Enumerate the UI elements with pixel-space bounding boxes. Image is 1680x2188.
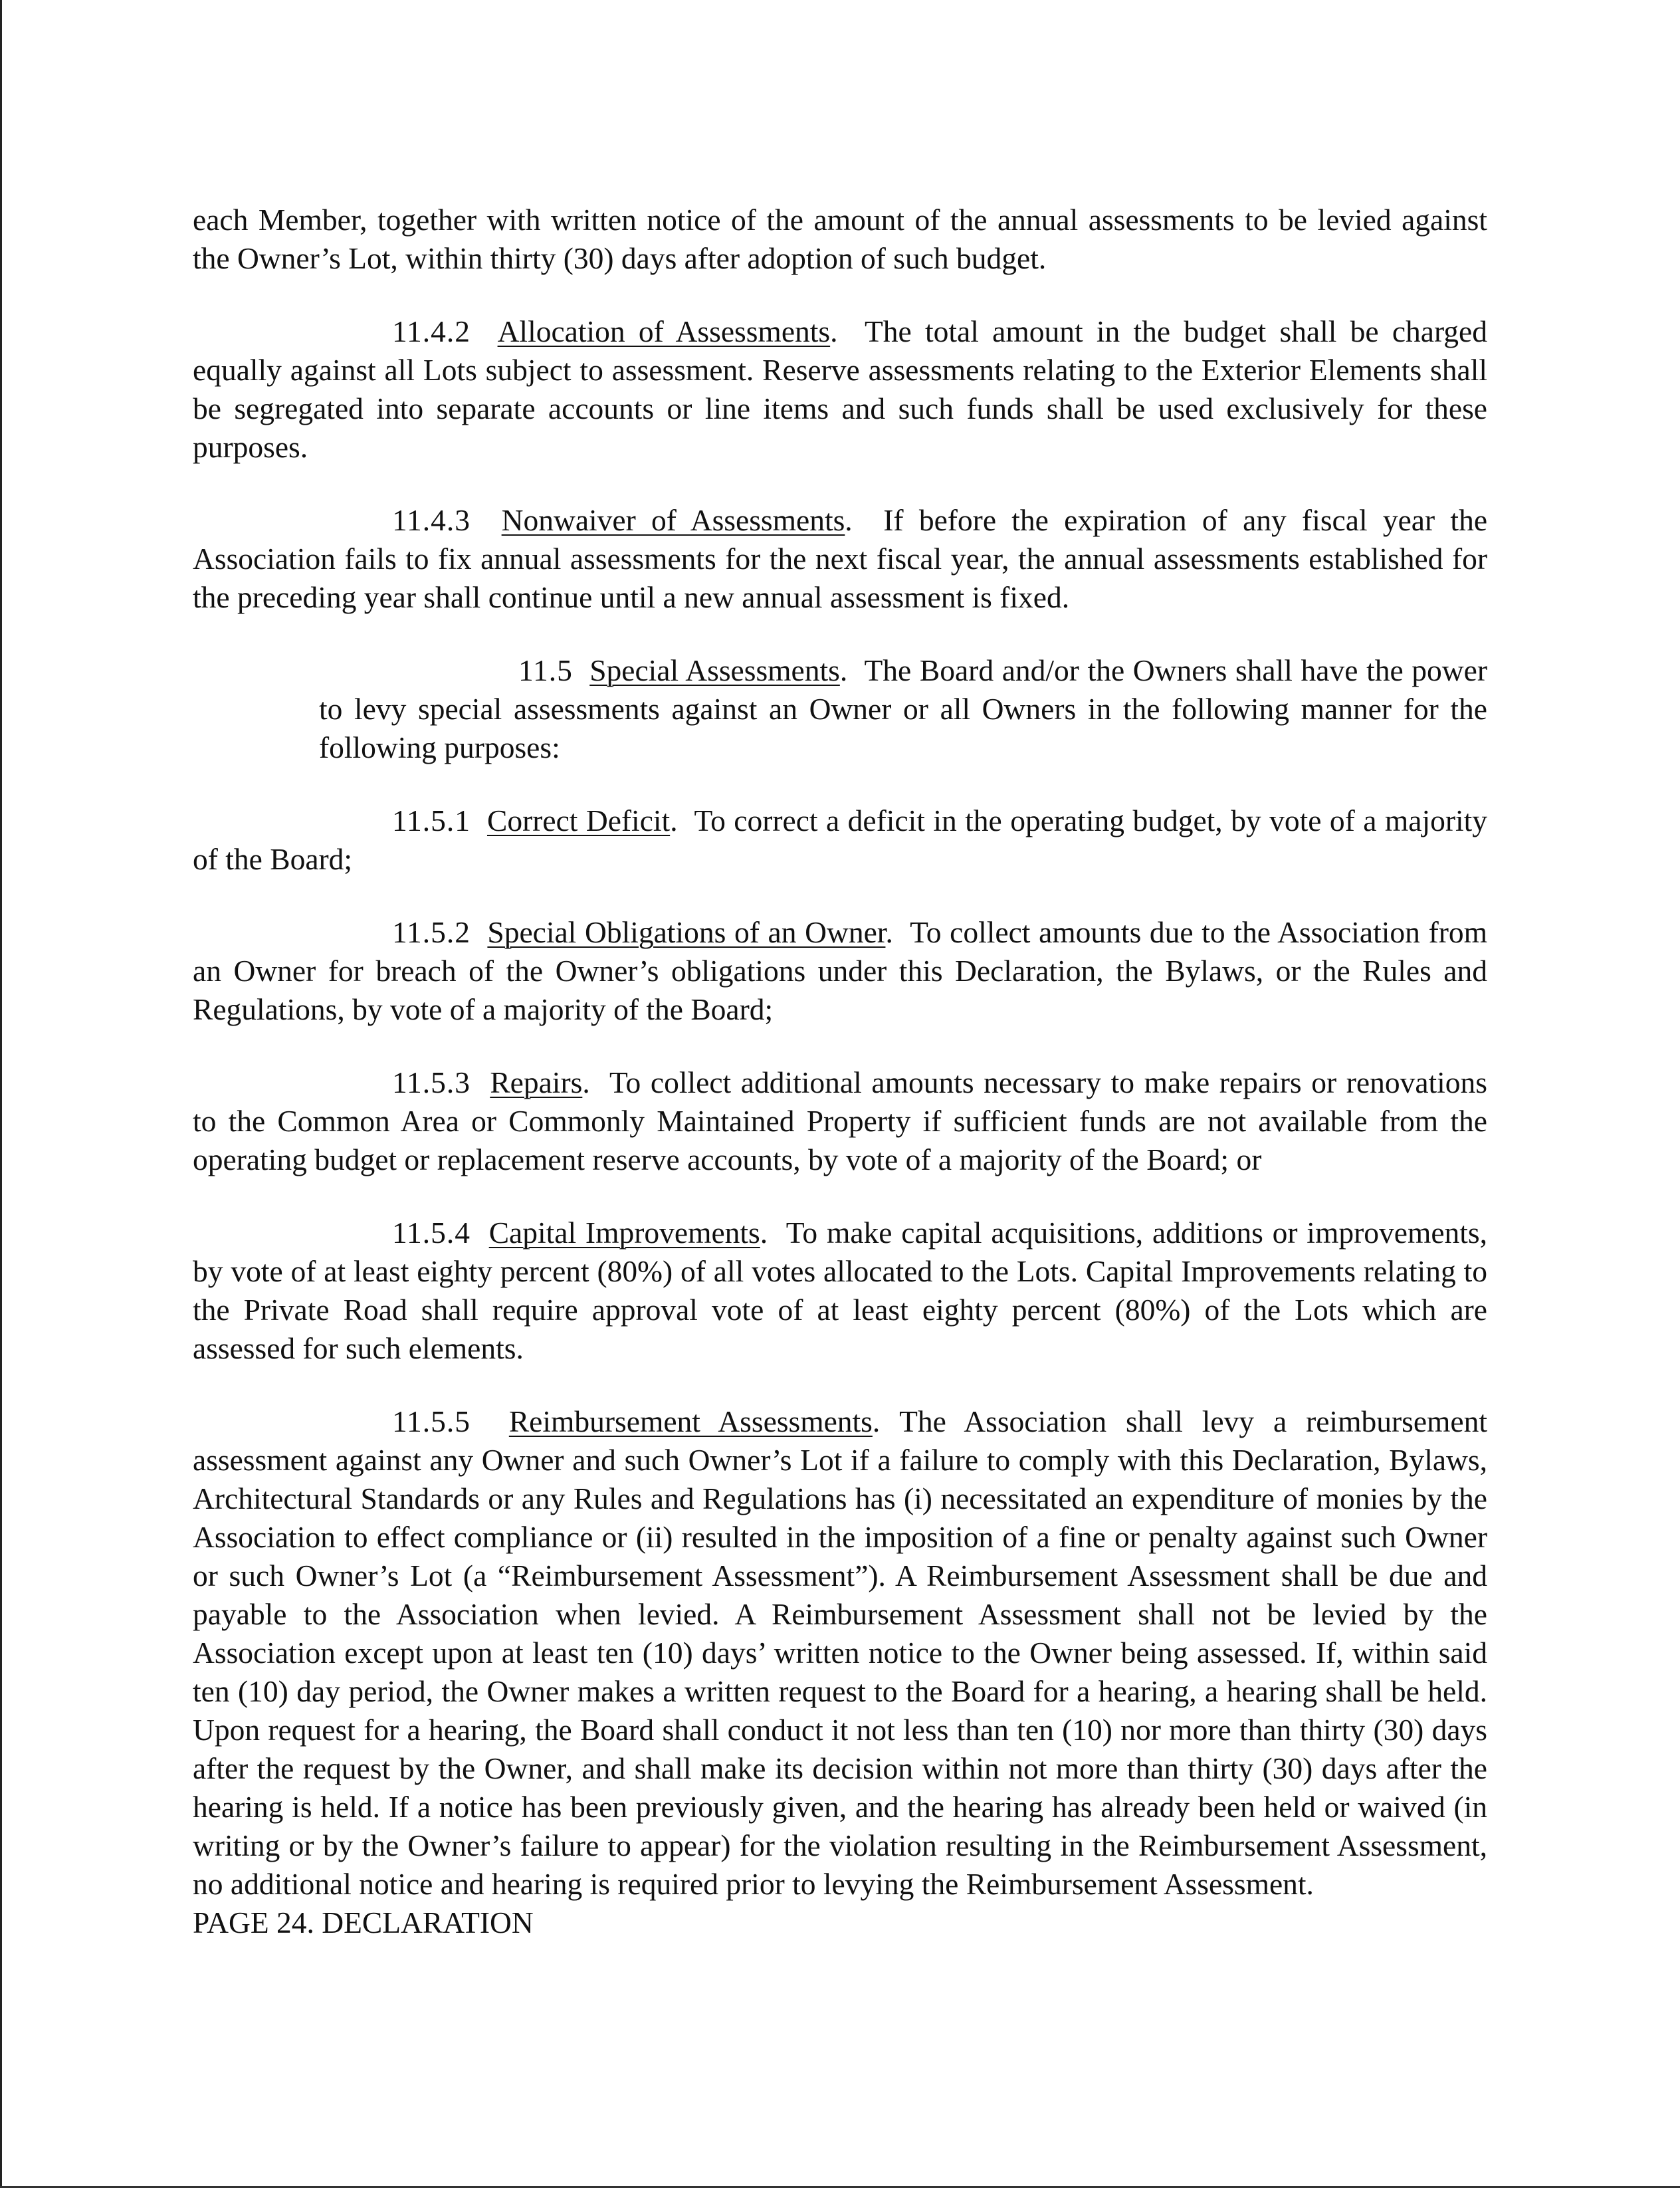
section-body: The Board and/or the Owners shall have the power to levy special assessments against an Owner or all Owners in the following manner for the following purposes: xyxy=(319,653,1488,764)
page-footer: PAGE 24. DECLARATION xyxy=(193,1906,534,1939)
section-body: To collect additional amounts necessary to make repairs or renovations to the Common Area or Commonly Maintained Property if sufficient funds are not available from the operating budget or replacement reserve accounts, by vote of a majority of the Board; or xyxy=(193,1065,1488,1176)
section-11-5-5: 11.5.5 Reimbursement Assessments. The Association shall levy a reimbursement assessment against any Owner and such Owner’s Lot if a failure to comply with this Declaration, Bylaws, Architectural Standards or any Rules and Regulations has (i) necessitated an expenditure of monies by the Association to effect compliance or (ii) resulted in the imposition of a fine or penalty against such Owner or such Owner’s Lot (a “Reimbursement Assessment”). A Reimbursement Assessment shall be due and payable to the Association when levied. A Reimbursement Assessment shall not be levied by the Association except upon at least ten (10) days’ written notice to the Owner being assessed. If, within said ten (10) day period, the Owner makes a written request to the Board for a hearing, a hearing shall be held. Upon request for a hearing, the Board shall conduct it not less than ten (10) nor more than thirty (30) days after the request by the Owner, and shall make its decision within not more than thirty (30) days after the hearing is held. If a notice has been previously given, and the hearing has already been held or waived (in writing or by the Owner’s failure to appear) for the violation resulting in the Reimbursement Assessment, no additional notice and hearing is required prior to levying the Reimbursement Assessment. xyxy=(193,1404,1487,1901)
section-heading: Allocation of Assessments xyxy=(497,314,831,348)
section-number: 11.4.2 xyxy=(392,314,471,348)
section-number: 11.5.3 xyxy=(392,1065,471,1099)
section-number: 11.4.3 xyxy=(392,503,471,537)
section-heading: Capital Improvements xyxy=(488,1216,760,1250)
section-heading: Nonwaiver of Assessments xyxy=(501,503,845,537)
section-11-5-1: 11.5.1 Correct Deficit. To correct a deficit in the operating budget, by vote of a majority of the Board; xyxy=(193,804,1488,876)
section-body: The Association shall levy a reimbursement assessment against any Owner and such Owner’s Lot if a failure to comply with this Declaration, Bylaws, Architectural Standards or any Rules and Regulations has (i) necessitated an expenditure of monies by the Association to effect compliance or (ii) resulted in the imposition of a fine or penalty against such Owner or such Owner’s Lot (a “Reimbursement Assessment”). A Reimbursement Assessment shall be due and payable to the Association when levied. A Reimbursement Assessment shall not be levied by the Association except upon at least ten (10) days’ written notice to the Owner being assessed. If, within said ten (10) day period, the Owner makes a written request to the Board for a hearing, a hearing shall be held. Upon request for a hearing, the Board shall conduct it not less than ten (10) nor more than thirty (30) days after the request by the Owner, and shall make its decision within not more than thirty (30) days after the hearing is held. If a notice has been previously given, and the hearing has already been held or waived (in writing or by the Owner’s failure to appear) for the violation resulting in the Reimbursement Assessment, no additional notice and hearing is required prior to levying the Reimbursement Assessment. xyxy=(193,1404,1487,1901)
section-number: 11.5.2 xyxy=(392,915,471,949)
section-11-5-2: 11.5.2 Special Obligations of an Owner. To collect amounts due to the Association from an Owner for breach of the Owner’s obligations under this Declaration, the Bylaws, or the Rules and Regulations, by vote of a majority of the Board; xyxy=(193,915,1488,1026)
section-number: 11.5.1 xyxy=(392,804,471,837)
section-number: 11.5 xyxy=(518,653,573,687)
section-11-5-4: 11.5.4 Capital Improvements. To make capital acquisitions, additions or improvements, by vote of at least eighty percent (80%) of all votes allocated to the Lots. Capital Improvements relating to the Private Road shall require approval vote of at least eighty percent (80%) of the Lots which are assessed for such elements. xyxy=(193,1216,1487,1365)
section-heading: Special Assessments xyxy=(589,653,840,687)
section-body: To correct a deficit in the operating budget, by vote of a majority of the Board; xyxy=(193,804,1488,876)
section-number: 11.5.5 xyxy=(392,1404,471,1438)
section-body: The total amount in the budget shall be charged equally against all Lots subject to assessment. Reserve assessments relating to the Exterior Elements shall be segregated into separate accounts or line items and such funds shall be used exclusively for these purposes. xyxy=(193,314,1488,464)
section-heading: Repairs xyxy=(490,1065,583,1099)
section-heading: Correct Deficit xyxy=(486,804,671,837)
document-page xyxy=(193,201,1487,1942)
section-body: To make capital acquisitions, additions or improvements, by vote of at least eighty percent (80%) of all votes allocated to the Lots. Capital Improvements relating to the Private Road shall require approval vote of at least eighty percent (80%) of the Lots which are assessed for such elements. xyxy=(193,1216,1487,1365)
section-11-4-2: 11.4.2 Allocation of Assessments. The total amount in the budget shall be charged equally against all Lots subject to assessment. Reserve assessments relating to the Exterior Elements shall be segregated into separate accounts or line items and such funds shall be used exclusively for these purposes. xyxy=(193,314,1488,464)
scan-border-left xyxy=(0,0,2,2188)
section-heading: Special Obligations of an Owner xyxy=(487,915,886,949)
section-11-5: 11.5 Special Assessments. The Board and/or the Owners shall have the power to levy special assessments against an Owner or all Owners in the following manner for the following purposes: xyxy=(319,653,1488,764)
section-11-5-3: 11.5.3 Repairs. To collect additional amounts necessary to make repairs or renovations to the Common Area or Commonly Maintained Property if sufficient funds are not available from the operating budget or replacement reserve accounts, by vote of a majority of the Board; or xyxy=(193,1065,1488,1176)
section-body: To collect amounts due to the Association from an Owner for breach of the Owner’s obligations under this Declaration, the Bylaws, or the Rules and Regulations, by vote of a majority of the Board; xyxy=(193,915,1488,1026)
section-11-4-3: 11.4.3 Nonwaiver of Assessments. If before the expiration of any fiscal year the Association fails to fix annual assessments for the next fiscal year, the annual assessments established for the preceding year shall continue until a new annual assessment is fixed. xyxy=(193,503,1488,614)
opening-paragraph: each Member, together with written notice of the amount of the annual assessments to be levied against the Owner’s Lot, within thirty (30) days after adoption of such budget. xyxy=(193,203,1487,275)
section-number: 11.5.4 xyxy=(392,1216,471,1250)
section-body: If before the expiration of any fiscal year the Association fails to fix annual assessments for the next fiscal year, the annual assessments established for the preceding year shall continue until a new annual assessment is fixed. xyxy=(193,503,1488,614)
section-heading: Reimbursement Assessments xyxy=(508,1404,873,1438)
